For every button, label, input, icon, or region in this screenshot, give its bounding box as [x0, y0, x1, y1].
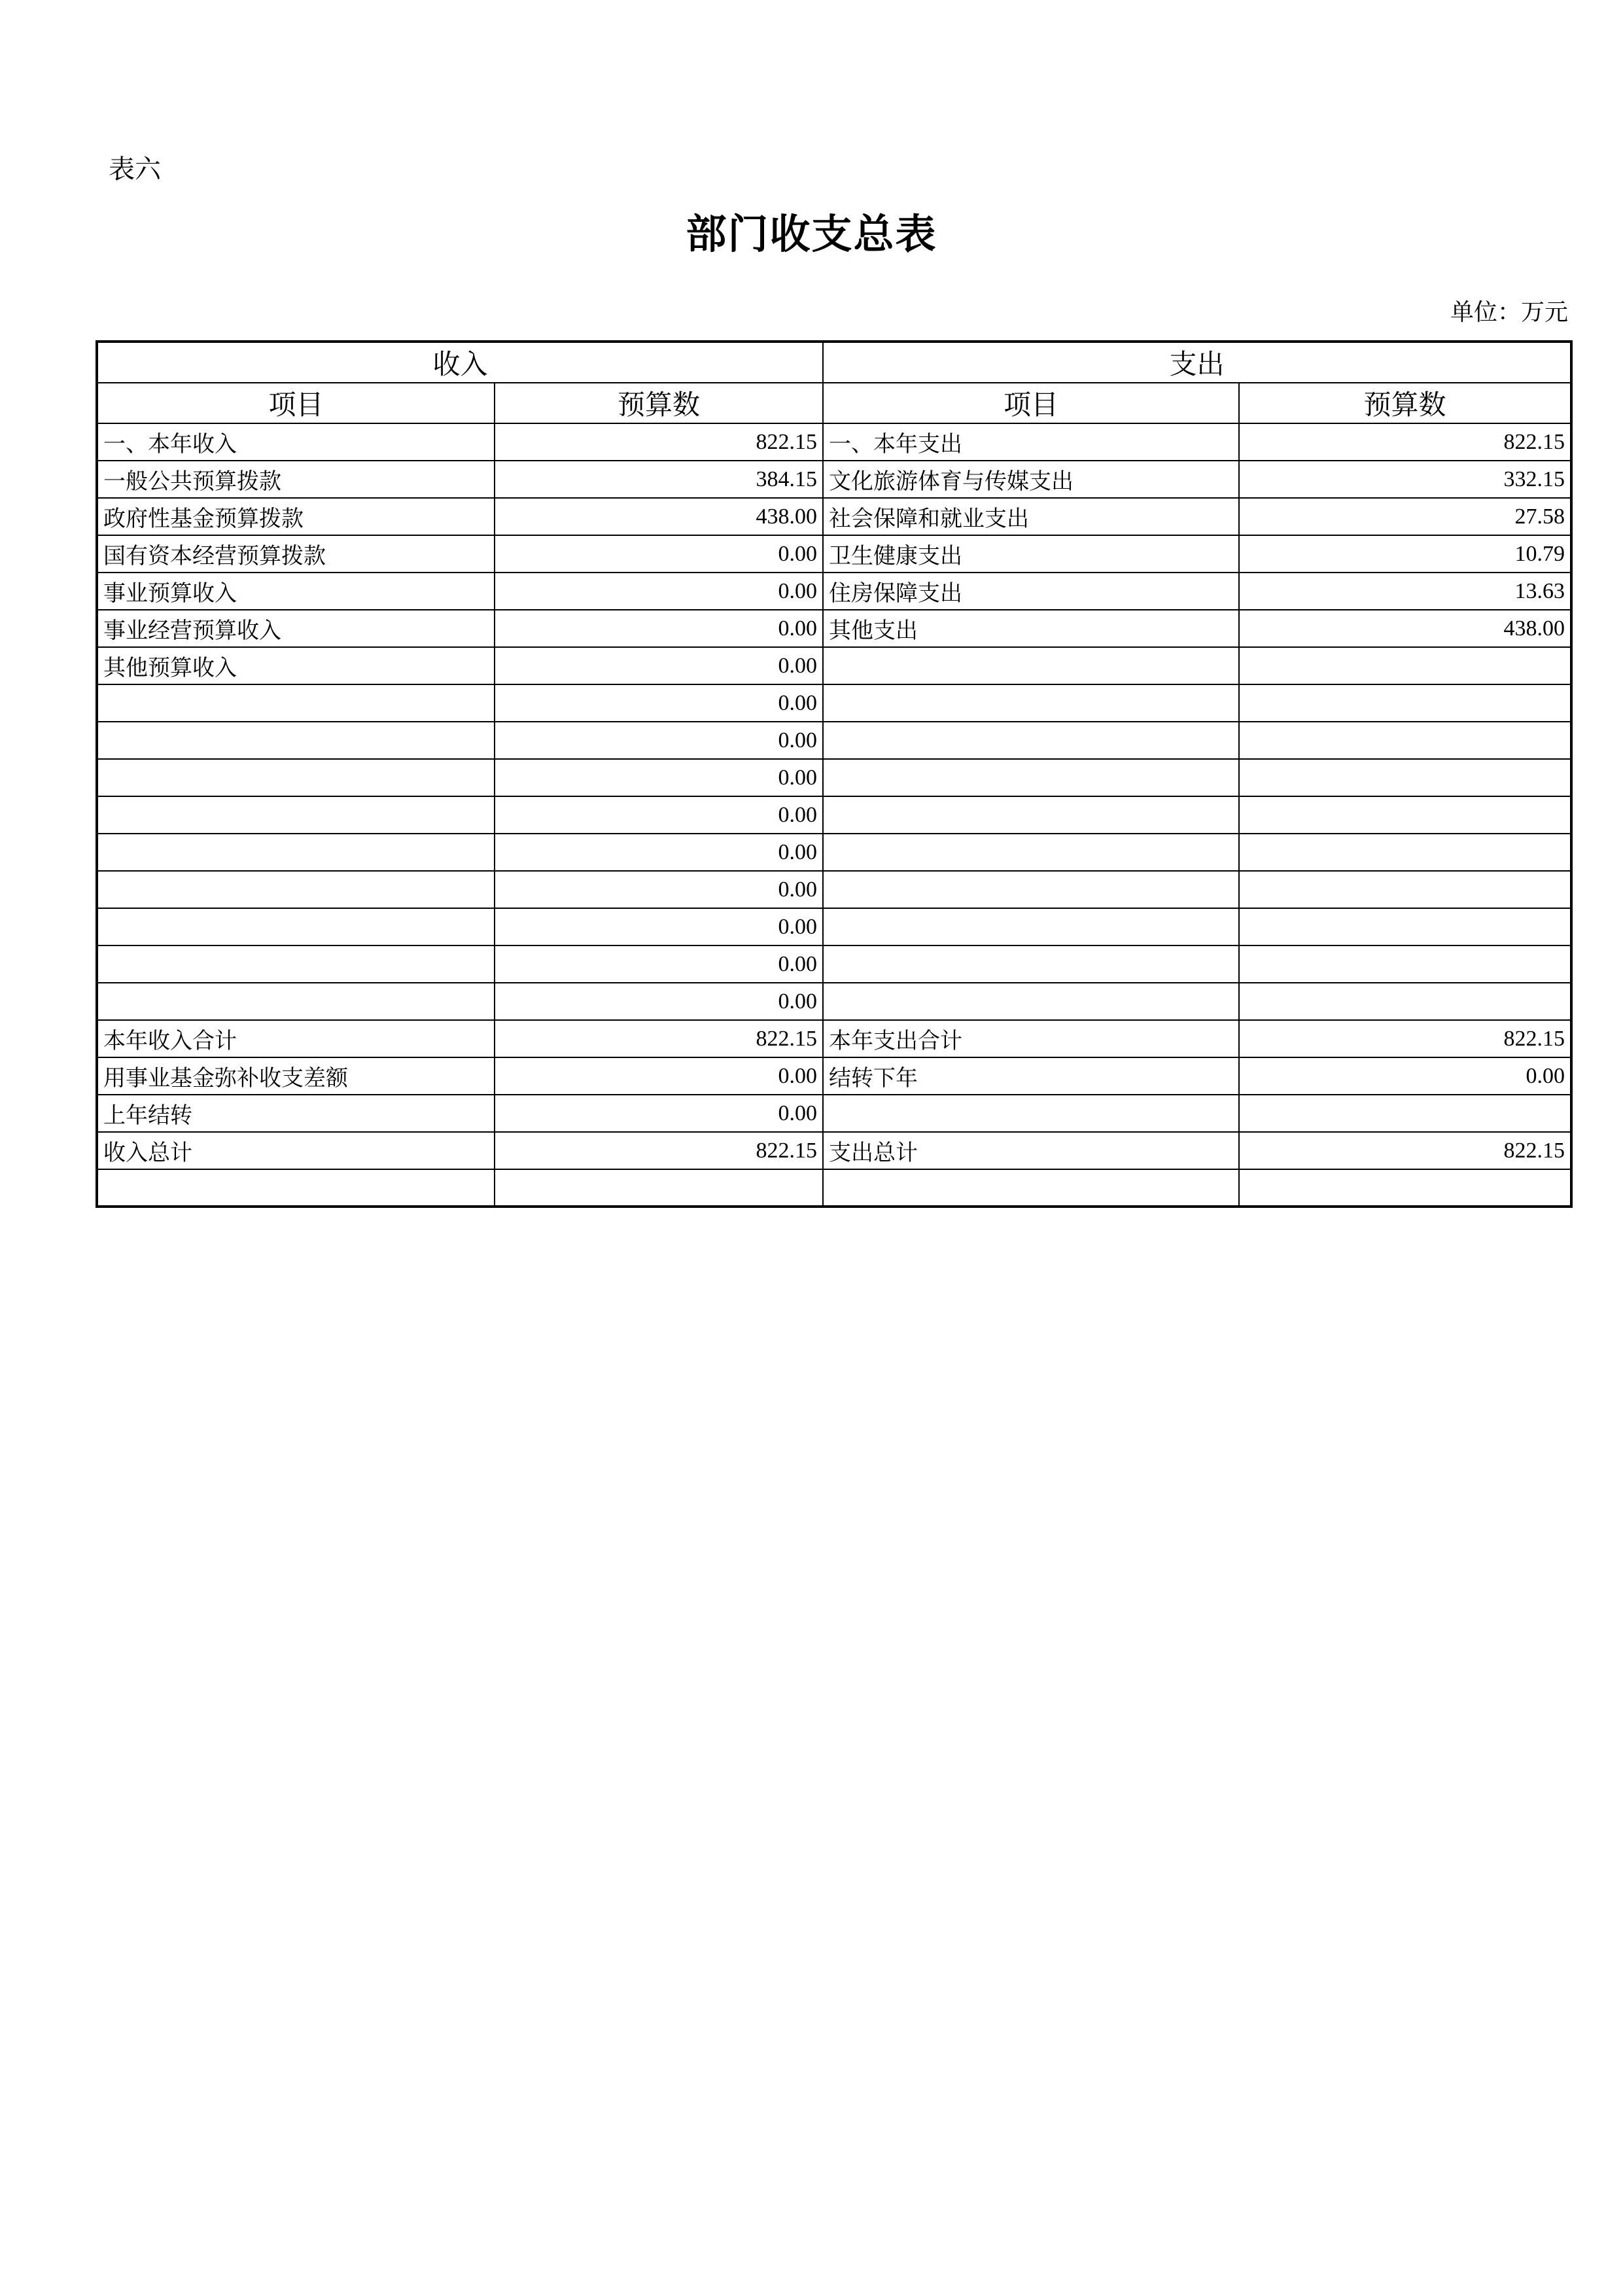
cell-income-item	[97, 983, 495, 1020]
cell-expenditure-amount	[1239, 908, 1571, 945]
cell-expenditure-item	[823, 684, 1239, 722]
cell-expenditure-item	[823, 647, 1239, 684]
cell-income-item: 政府性基金预算拨款	[97, 498, 495, 535]
cell-expenditure-item: 支出总计	[823, 1132, 1239, 1169]
cell-expenditure-item: 文化旅游体育与传媒支出	[823, 461, 1239, 498]
page-title: 部门收支总表	[686, 213, 937, 257]
cell-expenditure-item	[823, 908, 1239, 945]
cell-expenditure-item	[823, 1095, 1239, 1132]
column-header-expenditure-item: 项目	[823, 383, 1239, 423]
cell-income-amount: 384.15	[495, 461, 823, 498]
cell-income-item: 其他预算收入	[97, 647, 495, 684]
cell-income-item: 用事业基金弥补收支差额	[97, 1057, 495, 1095]
cell-income-item: 收入总计	[97, 1132, 495, 1169]
group-header-expenditure: 支出	[823, 342, 1571, 383]
cell-income-amount: 0.00	[495, 834, 823, 871]
cell-income-amount: 0.00	[495, 759, 823, 796]
table-row	[97, 461, 1571, 498]
budget-table-container	[96, 340, 1570, 1208]
cell-expenditure-amount: 822.15	[1239, 423, 1571, 461]
cell-expenditure-item	[823, 945, 1239, 983]
cell-expenditure-item: 本年支出合计	[823, 1020, 1239, 1057]
table-body	[97, 342, 1571, 1207]
cell-income-amount: 0.00	[495, 722, 823, 759]
cell-expenditure-item	[823, 722, 1239, 759]
cell-expenditure-amount	[1239, 647, 1571, 684]
cell-income-amount: 0.00	[495, 983, 823, 1020]
cell-income-item: 事业预算收入	[97, 573, 495, 610]
cell-expenditure-amount: 438.00	[1239, 610, 1571, 647]
cell-income-amount: 0.00	[495, 871, 823, 908]
cell-expenditure-amount: 27.58	[1239, 498, 1571, 535]
column-header-income-amount: 预算数	[495, 383, 823, 423]
cell-expenditure-amount	[1239, 1095, 1571, 1132]
cell-income-item: 上年结转	[97, 1095, 495, 1132]
cell-expenditure-item	[823, 834, 1239, 871]
cell-expenditure-item	[823, 759, 1239, 796]
cell-expenditure-amount: 0.00	[1239, 1057, 1571, 1095]
cell-income-amount: 0.00	[495, 945, 823, 983]
cell-income-amount	[495, 1169, 823, 1207]
table-row	[97, 796, 1571, 834]
cell-income-item: 国有资本经营预算拨款	[97, 535, 495, 573]
table-row	[97, 871, 1571, 908]
table-row	[97, 722, 1571, 759]
table-row	[97, 1132, 1571, 1169]
cell-income-item: 一般公共预算拨款	[97, 461, 495, 498]
column-header-row	[97, 383, 1571, 423]
cell-income-amount: 0.00	[495, 647, 823, 684]
table-row	[97, 423, 1571, 461]
cell-income-item: 本年收入合计	[97, 1020, 495, 1057]
cell-income-amount: 822.15	[495, 1020, 823, 1057]
cell-income-item	[97, 834, 495, 871]
table-row	[97, 908, 1571, 945]
column-header-income-item: 项目	[97, 383, 495, 423]
cell-expenditure-item: 其他支出	[823, 610, 1239, 647]
cell-income-amount: 0.00	[495, 796, 823, 834]
cell-income-amount: 0.00	[495, 573, 823, 610]
table-row	[97, 1057, 1571, 1095]
cell-expenditure-amount	[1239, 983, 1571, 1020]
cell-income-amount: 438.00	[495, 498, 823, 535]
table-row	[97, 647, 1571, 684]
column-header-expenditure-amount: 预算数	[1239, 383, 1571, 423]
table-row	[97, 1020, 1571, 1057]
cell-income-item	[97, 1169, 495, 1207]
table-row	[97, 834, 1571, 871]
cell-expenditure-item	[823, 796, 1239, 834]
cell-expenditure-item: 卫生健康支出	[823, 535, 1239, 573]
cell-income-item	[97, 796, 495, 834]
cell-income-amount: 0.00	[495, 535, 823, 573]
cell-income-amount: 0.00	[495, 1057, 823, 1095]
cell-income-item	[97, 945, 495, 983]
cell-expenditure-amount	[1239, 722, 1571, 759]
cell-expenditure-amount	[1239, 945, 1571, 983]
cell-income-item	[97, 722, 495, 759]
cell-income-amount: 0.00	[495, 908, 823, 945]
group-header-income: 收入	[97, 342, 823, 383]
cell-expenditure-amount: 822.15	[1239, 1020, 1571, 1057]
cell-income-item	[97, 759, 495, 796]
cell-income-amount: 0.00	[495, 684, 823, 722]
table-row	[97, 1169, 1571, 1207]
cell-expenditure-item: 一、本年支出	[823, 423, 1239, 461]
cell-expenditure-item: 结转下年	[823, 1057, 1239, 1095]
cell-income-item	[97, 908, 495, 945]
cell-income-amount: 822.15	[495, 423, 823, 461]
cell-expenditure-item: 社会保障和就业支出	[823, 498, 1239, 535]
cell-expenditure-amount	[1239, 759, 1571, 796]
cell-expenditure-amount: 822.15	[1239, 1132, 1571, 1169]
cell-expenditure-amount	[1239, 1169, 1571, 1207]
cell-income-item: 事业经营预算收入	[97, 610, 495, 647]
group-header-row	[97, 342, 1571, 383]
cell-expenditure-amount	[1239, 684, 1571, 722]
cell-income-amount: 0.00	[495, 1095, 823, 1132]
cell-income-item	[97, 684, 495, 722]
sheet-label: 表六	[109, 154, 161, 184]
cell-expenditure-item	[823, 871, 1239, 908]
table-row	[97, 983, 1571, 1020]
budget-summary-table	[96, 340, 1573, 1208]
cell-expenditure-amount: 332.15	[1239, 461, 1571, 498]
cell-expenditure-amount	[1239, 834, 1571, 871]
cell-expenditure-item	[823, 983, 1239, 1020]
table-row	[97, 573, 1571, 610]
table-row	[97, 535, 1571, 573]
cell-income-item	[97, 871, 495, 908]
table-row	[97, 945, 1571, 983]
table-row	[97, 759, 1571, 796]
cell-expenditure-amount: 13.63	[1239, 573, 1571, 610]
unit-note: 单位：万元	[1450, 299, 1568, 325]
table-row	[97, 498, 1571, 535]
cell-expenditure-amount: 10.79	[1239, 535, 1571, 573]
table-row	[97, 610, 1571, 647]
cell-expenditure-amount	[1239, 871, 1571, 908]
cell-income-item: 一、本年收入	[97, 423, 495, 461]
cell-expenditure-amount	[1239, 796, 1571, 834]
table-row	[97, 684, 1571, 722]
cell-income-amount: 0.00	[495, 610, 823, 647]
cell-income-amount: 822.15	[495, 1132, 823, 1169]
cell-expenditure-item	[823, 1169, 1239, 1207]
cell-expenditure-item: 住房保障支出	[823, 573, 1239, 610]
table-row	[97, 1095, 1571, 1132]
